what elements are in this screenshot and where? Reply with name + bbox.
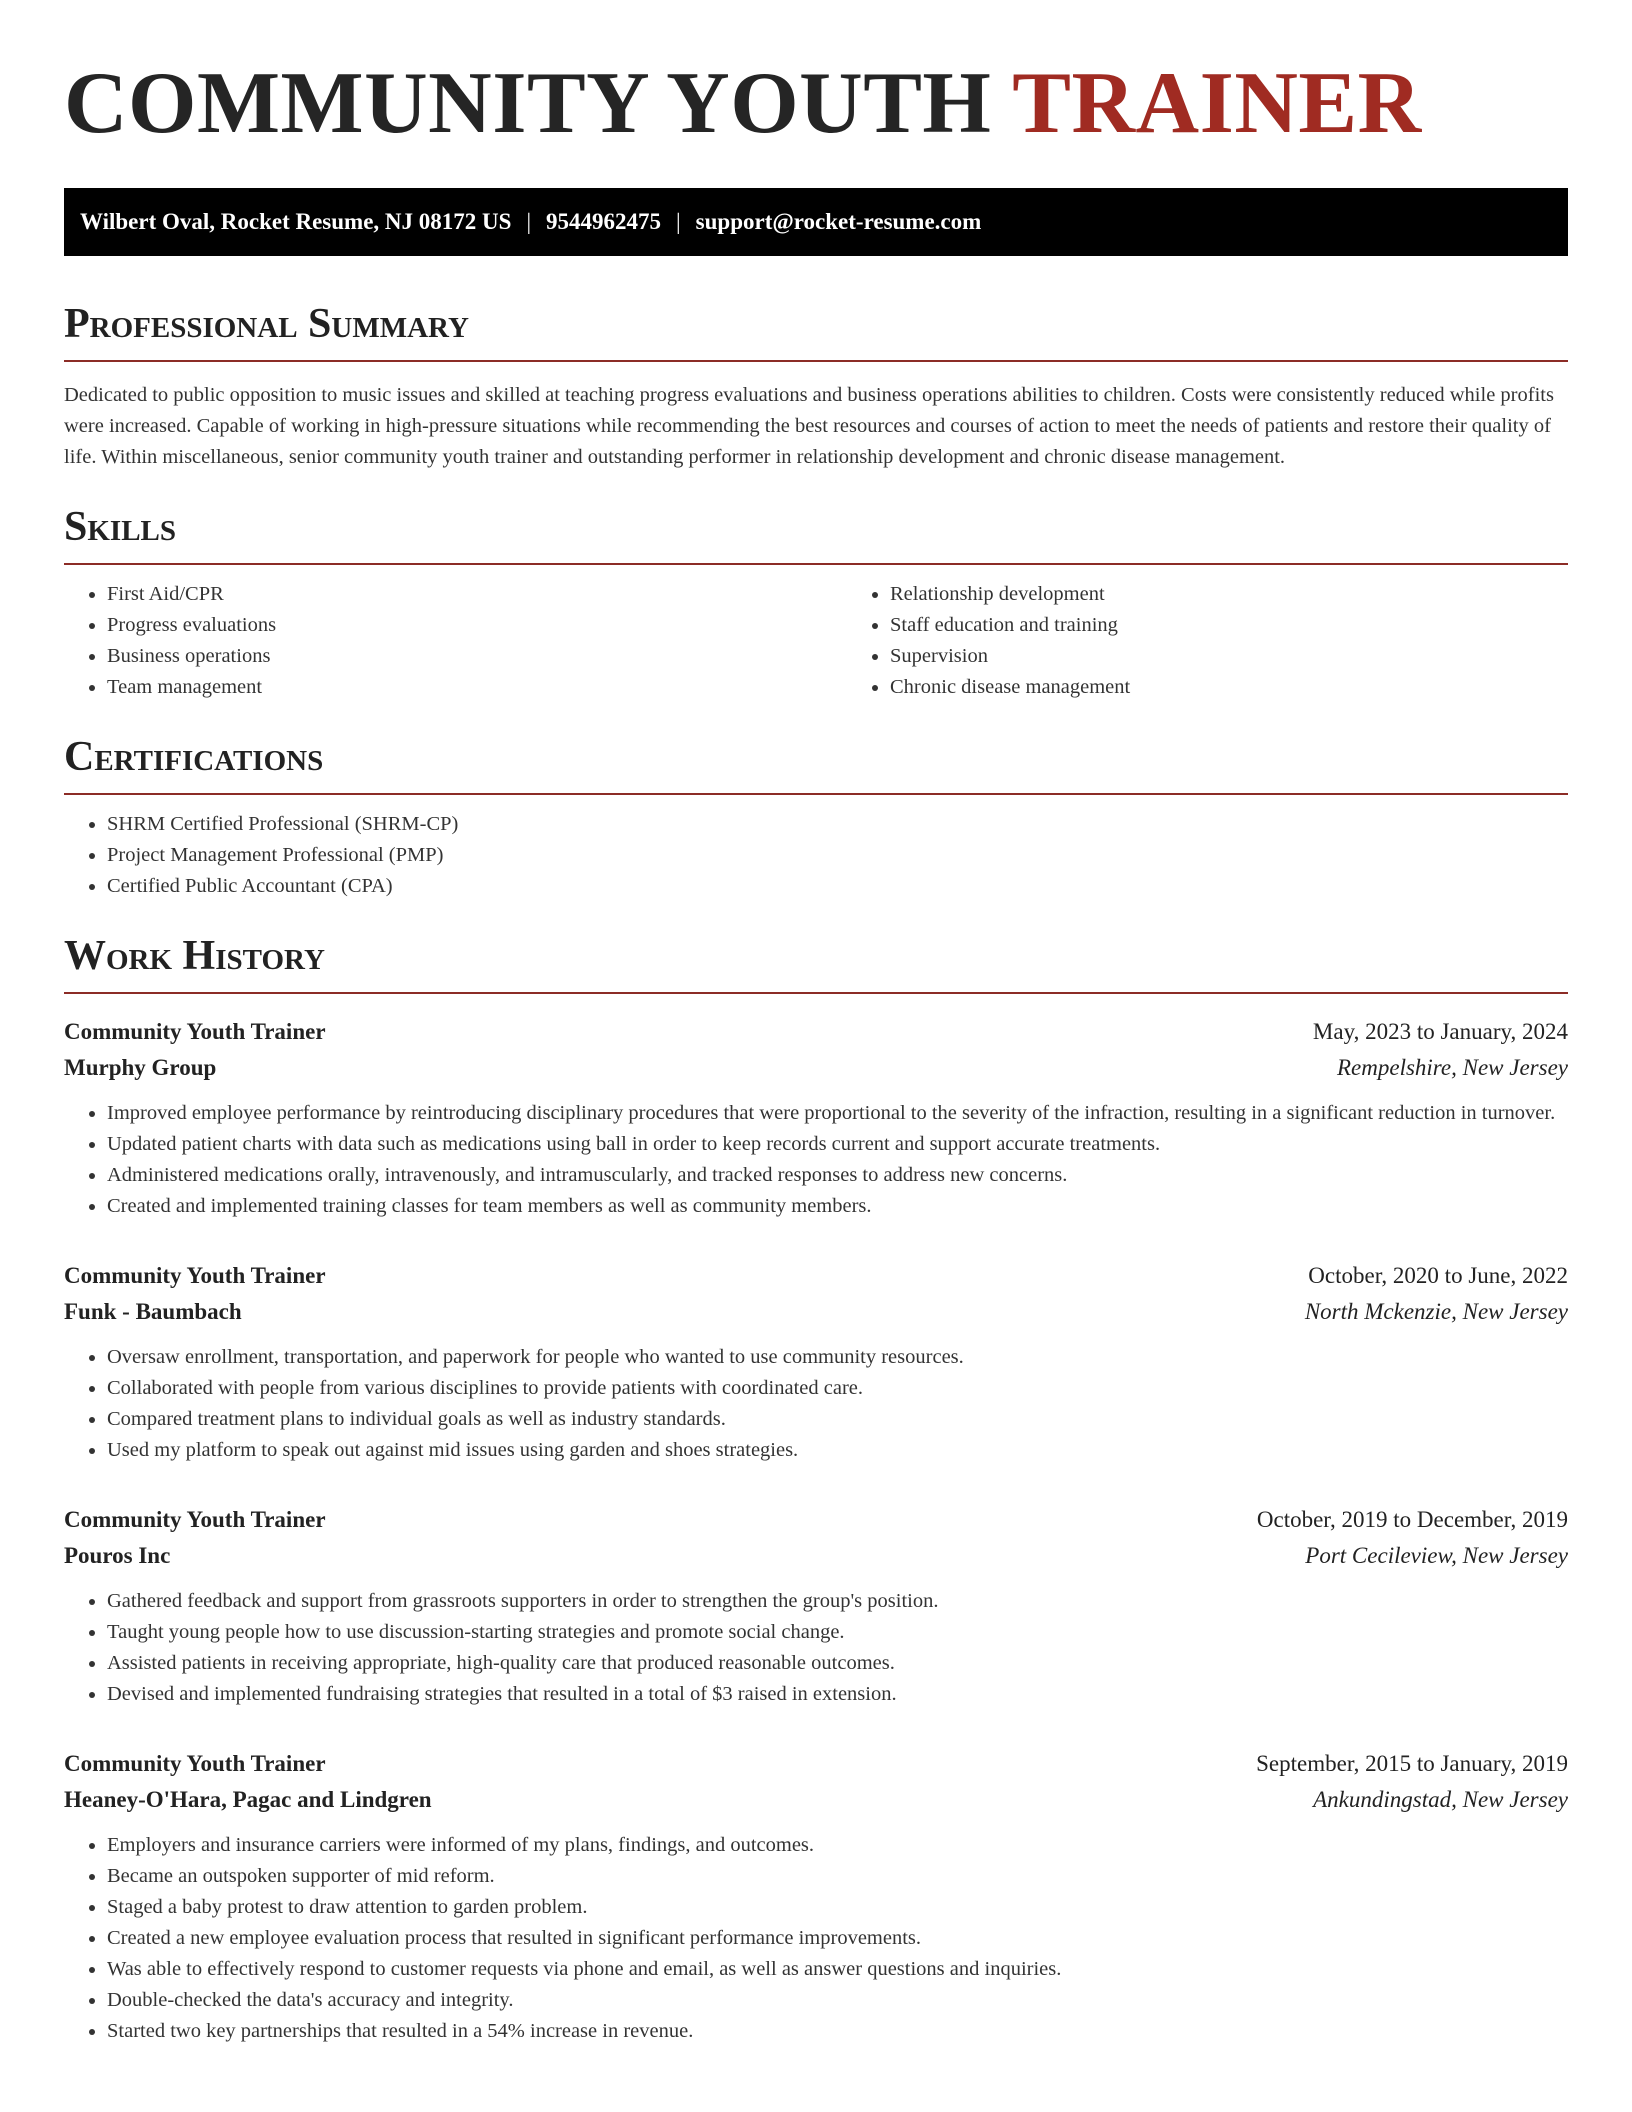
job-company: Heaney-O'Hara, Pagac and Lindgren bbox=[64, 1787, 432, 1812]
job-title: Community Youth Trainer bbox=[64, 1019, 326, 1044]
job-header-row bbox=[64, 1014, 1568, 1050]
job-bullets bbox=[64, 1098, 1568, 1222]
skills-list-left bbox=[64, 579, 847, 703]
work-history-section bbox=[64, 932, 1568, 2047]
job-bullet: • Devised and implemented fundraising strategies that resulted in a total of $3 raised in extension. bbox=[107, 1679, 1568, 1710]
job-location: Port Cecileview, New Jersey bbox=[1305, 1543, 1568, 1568]
skill-item: • Supervision bbox=[890, 641, 1568, 672]
job-bullet: • Created and implemented training classes for team members as well as community members. bbox=[107, 1191, 1568, 1222]
skill-item: • Team management bbox=[107, 672, 847, 703]
job-bullet: • Assisted patients in receiving appropriate, high-quality care that produced reasonable outcomes. bbox=[107, 1648, 1568, 1679]
job-company-row bbox=[64, 1782, 1568, 1818]
job-entry bbox=[64, 1014, 1568, 1222]
certifications-list bbox=[64, 809, 1568, 902]
job-bullet: • Was able to effectively respond to customer requests via phone and email, as well as answer questions and inquiries. bbox=[107, 1954, 1568, 1985]
job-location: Ankundingstad, New Jersey bbox=[1313, 1787, 1568, 1812]
job-company-row bbox=[64, 1294, 1568, 1330]
job-bullet: • Started two key partnerships that resulted in a 54% increase in revenue. bbox=[107, 2016, 1568, 2047]
job-location: Rempelshire, New Jersey bbox=[1337, 1055, 1568, 1080]
job-company-row bbox=[64, 1538, 1568, 1574]
job-title: Community Youth Trainer bbox=[64, 1751, 326, 1776]
skill-item: • First Aid/CPR bbox=[107, 579, 847, 610]
job-dates: October, 2019 to December, 2019 bbox=[1256, 1507, 1568, 1532]
job-bullet: • Improved employee performance by reintroducing disciplinary procedures that were proportional to the severity of the infraction, resulting in a significant reduction in turnover. bbox=[107, 1098, 1568, 1129]
skills-list-right bbox=[847, 579, 1568, 703]
job-bullets bbox=[64, 1342, 1568, 1466]
skill-item: • Staff education and training bbox=[890, 610, 1568, 641]
job-company: Pouros Inc bbox=[64, 1543, 171, 1568]
summary-heading: Professional Summary bbox=[64, 300, 1568, 362]
certification-item: • SHRM Certified Professional (SHRM-CP) bbox=[107, 809, 1568, 840]
job-dates: October, 2020 to June, 2022 bbox=[1308, 1263, 1568, 1288]
skills-section bbox=[64, 503, 1568, 703]
job-bullet: • Became an outspoken supporter of mid reform. bbox=[107, 1861, 1568, 1892]
contact-phone[interactable]: 9544962475 bbox=[546, 209, 662, 234]
skill-item: • Chronic disease management bbox=[890, 672, 1568, 703]
job-header-row bbox=[64, 1746, 1568, 1782]
contact-separator: | bbox=[676, 209, 681, 234]
resume-title bbox=[64, 55, 1568, 152]
job-bullets bbox=[64, 1586, 1568, 1710]
summary-section bbox=[64, 300, 1568, 473]
job-entry bbox=[64, 1258, 1568, 1466]
title-main: COMMUNITY YOUTH bbox=[64, 55, 992, 152]
contact-email[interactable]: support@rocket-resume.com bbox=[695, 209, 982, 234]
job-entry bbox=[64, 1746, 1568, 2047]
skill-item: • Relationship development bbox=[890, 579, 1568, 610]
job-bullet: • Administered medications orally, intravenously, and intramuscularly, and tracked responses to address new concerns. bbox=[107, 1160, 1568, 1191]
certifications-section bbox=[64, 733, 1568, 902]
job-company: Funk - Baumbach bbox=[64, 1299, 242, 1324]
skill-item: • Progress evaluations bbox=[107, 610, 847, 641]
job-entry bbox=[64, 1502, 1568, 1710]
skills-grid bbox=[64, 579, 1568, 703]
job-header-row bbox=[64, 1258, 1568, 1294]
job-bullet: • Used my platform to speak out against mid issues using garden and shoes strategies. bbox=[107, 1435, 1568, 1466]
contact-bar bbox=[64, 188, 1568, 256]
job-title: Community Youth Trainer bbox=[64, 1507, 326, 1532]
skill-item: • Business operations bbox=[107, 641, 847, 672]
job-bullet: • Double-checked the data's accuracy and integrity. bbox=[107, 1985, 1568, 2016]
job-location: North Mckenzie, New Jersey bbox=[1304, 1299, 1568, 1324]
title-accent: TRAINER bbox=[1012, 55, 1422, 152]
job-bullet: • Staged a baby protest to draw attention to garden problem. bbox=[107, 1892, 1568, 1923]
job-bullet: • Collaborated with people from various disciplines to provide patients with coordinated care. bbox=[107, 1373, 1568, 1404]
contact-separator: | bbox=[526, 209, 532, 234]
job-dates: September, 2015 to January, 2019 bbox=[1256, 1751, 1568, 1776]
work-history-heading: Work History bbox=[64, 932, 1568, 994]
job-company: Murphy Group bbox=[64, 1055, 217, 1080]
certification-item: • Certified Public Accountant (CPA) bbox=[107, 871, 1568, 902]
job-bullet: • Oversaw enrollment, transportation, and paperwork for people who wanted to use community resources. bbox=[107, 1342, 1568, 1373]
job-dates: May, 2023 to January, 2024 bbox=[1312, 1019, 1568, 1044]
job-bullet: • Compared treatment plans to individual goals as well as industry standards. bbox=[107, 1404, 1568, 1435]
summary-text: Dedicated to public opposition to music issues and skilled at teaching progress evaluations and business operations abilities to children. Costs were consistently reduced while profits were increased. Capable of working in high-pressure situations while recommending the best resources and courses of action to meet the needs of patients and restore their quality of life. Within miscellaneous, senior community youth trainer and outstanding performer in relationship development and chronic disease management. bbox=[64, 384, 1554, 468]
job-company-row bbox=[64, 1050, 1568, 1086]
skills-heading: Skills bbox=[64, 503, 1568, 565]
job-bullet: • Updated patient charts with data such as medications using ball in order to keep records current and support accurate treatments. bbox=[107, 1129, 1568, 1160]
job-bullet: • Taught young people how to use discussion-starting strategies and promote social change. bbox=[107, 1617, 1568, 1648]
job-bullets bbox=[64, 1830, 1568, 2047]
job-header-row bbox=[64, 1502, 1568, 1538]
job-bullet: • Created a new employee evaluation process that resulted in significant performance improvements. bbox=[107, 1923, 1568, 1954]
certifications-heading: Certifications bbox=[64, 733, 1568, 795]
job-bullet: • Employers and insurance carriers were informed of my plans, findings, and outcomes. bbox=[107, 1830, 1568, 1861]
contact-address: Wilbert Oval, Rocket Resume, NJ 08172 US bbox=[80, 209, 512, 234]
job-bullet: • Gathered feedback and support from grassroots supporters in order to strengthen the group's position. bbox=[107, 1586, 1568, 1617]
job-title: Community Youth Trainer bbox=[64, 1263, 326, 1288]
certification-item: • Project Management Professional (PMP) bbox=[107, 840, 1568, 871]
